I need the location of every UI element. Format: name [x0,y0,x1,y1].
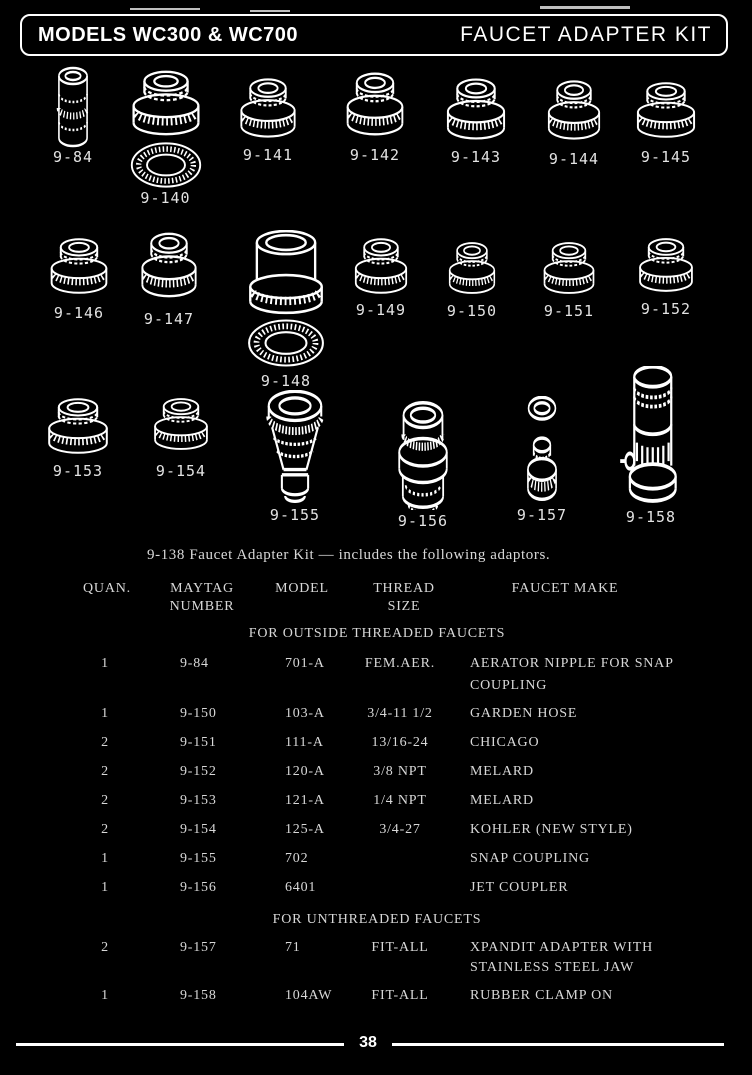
cell-thread: FEM.AER. [364,656,436,671]
part-9-156 [384,400,462,530]
cell-model: 111-A [285,735,324,750]
cell-maytag: 9-151 [180,735,217,750]
part-9-158-illustration [607,366,695,504]
part-9-141 [228,76,308,164]
col-header-thread-2: SIZE [387,599,421,614]
part-9-151-illustration [535,240,603,296]
col-header-make: FAUCET MAKE [511,581,619,596]
part-label: 9-154 [155,462,207,480]
col-header-thread-1: THREAD [373,581,435,596]
part-9-140-washer-illustration [128,141,204,189]
part-9-144 [536,78,612,168]
col-header-quan: QUAN. [83,581,131,596]
cell-maytag: 9-153 [180,793,217,808]
part-9-84 [28,66,118,166]
part-9-157-illustration [510,396,574,502]
col-header-model: MODEL [275,581,329,596]
page-title: FAUCET ADAPTER KIT [460,23,712,46]
cell-make-2: STAINLESS STEEL JAW [470,960,635,975]
part-9-157 [508,396,576,524]
cell-thread: 3/4-11 1/2 [367,706,433,721]
cell-maytag: 9-158 [180,988,217,1003]
part-9-140 [118,68,213,207]
part-9-148-washer-illustration [245,318,327,368]
cell-thread: 3/8 NPT [373,764,427,779]
part-label: 9-150 [446,302,498,320]
scan-artifact [540,6,630,9]
part-label: 9-147 [143,310,195,328]
cell-maytag: 9-154 [180,822,217,837]
part-label: 9-151 [543,302,595,320]
kit-caption: 9-138 Faucet Adapter Kit — includes the following adaptors. [147,547,551,563]
part-9-154 [142,396,220,480]
cell-quan: 2 [101,940,109,955]
cell-make-2: COUPLING [470,678,548,693]
part-9-149-illustration [346,236,416,296]
page-header [20,14,728,56]
cell-model: 701-A [285,656,325,671]
cell-quan: 1 [101,656,109,671]
cell-model: 702 [285,851,309,866]
part-label: 9-144 [548,150,600,168]
col-header-maytag-2: NUMBER [169,599,235,614]
cell-make: JET COUPLER [470,880,569,895]
cell-make: XPANDIT ADAPTER WITH [470,940,653,955]
part-label: 9-145 [640,148,692,166]
part-label: 9-158 [625,508,677,526]
cell-thread: FIT-ALL [371,940,429,955]
cell-maytag: 9-152 [180,764,217,779]
part-9-146 [38,236,120,322]
part-label: 9-153 [52,462,104,480]
cell-model: 120-A [285,764,325,779]
cell-make: AERATOR NIPPLE FOR SNAP [470,656,674,671]
part-9-148 [236,230,336,390]
cell-quan: 1 [101,880,109,895]
models-title: MODELS WC300 & WC700 [38,23,299,46]
part-9-150 [438,240,506,320]
cell-make: KOHLER (NEW STYLE) [470,822,633,837]
cell-quan: 2 [101,822,109,837]
cell-quan: 1 [101,706,109,721]
part-label: 9-146 [53,304,105,322]
cell-maytag: 9-157 [180,940,217,955]
cell-thread: FIT-ALL [371,988,429,1003]
cell-quan: 1 [101,851,109,866]
part-9-150-illustration [441,240,503,296]
part-9-158 [604,366,698,526]
part-9-84-illustration [41,66,105,148]
part-label: 9-148 [260,372,312,390]
footer-rule-right [392,1043,724,1046]
cell-maytag: 9-84 [180,656,209,671]
part-9-144-illustration [539,78,609,142]
part-9-148-illustration [239,230,333,316]
part-label: 9-143 [450,148,502,166]
part-9-149 [344,236,418,319]
part-9-142-illustration [337,70,413,138]
cell-make: MELARD [470,764,534,779]
part-9-147-illustration [132,230,206,300]
section-title-unthreaded: FOR UNTHREADED FAUCETS [272,912,482,927]
scan-artifact [250,10,290,12]
col-header-maytag-1: MAYTAG [170,581,234,596]
part-9-146-illustration [41,236,117,296]
cell-make: SNAP COUPLING [470,851,590,866]
part-label: 9-155 [269,506,321,524]
part-label: 9-152 [640,300,692,318]
part-9-153 [36,396,120,480]
cell-thread: 13/16-24 [371,735,429,750]
part-9-153-illustration [38,396,118,456]
scan-artifact [130,8,200,10]
part-9-151 [532,240,606,320]
cell-model: 125-A [285,822,325,837]
part-9-147 [128,230,210,328]
cell-make: MELARD [470,793,534,808]
cell-maytag: 9-150 [180,706,217,721]
cell-thread: 3/4-27 [379,822,421,837]
cell-model: 103-A [285,706,325,721]
cell-quan: 2 [101,735,109,750]
part-9-155-illustration [254,390,336,504]
part-9-152 [628,236,704,318]
part-9-154-illustration [145,396,217,452]
cell-quan: 1 [101,988,109,1003]
part-9-145 [624,80,708,166]
cell-quan: 2 [101,764,109,779]
cell-quan: 2 [101,793,109,808]
part-9-155 [252,390,338,524]
part-label: 9-140 [140,189,191,207]
cell-model: 121-A [285,793,325,808]
footer-rule-left [16,1043,344,1046]
cell-model: 71 [285,940,301,955]
part-9-143-illustration [437,76,515,142]
part-9-143 [434,76,518,166]
cell-thread: 1/4 NPT [373,793,427,808]
part-label: 9-141 [242,146,294,164]
cell-model: 104AW [285,988,333,1003]
part-9-156-illustration [387,400,459,510]
part-label: 9-156 [397,512,449,530]
part-label: 9-84 [52,148,94,166]
cell-make: CHICAGO [470,735,540,750]
cell-model: 6401 [285,880,317,895]
part-label: 9-142 [349,146,401,164]
part-9-152-illustration [630,236,702,294]
cell-maytag: 9-156 [180,880,217,895]
part-9-145-illustration [627,80,705,140]
page-number: 38 [359,1034,377,1051]
part-label: 9-149 [355,301,407,319]
part-9-142 [334,70,416,164]
cell-maytag: 9-155 [180,851,217,866]
section-title-outside-threaded: FOR OUTSIDE THREADED FAUCETS [248,626,506,641]
part-label: 9-157 [516,506,568,524]
cell-make: GARDEN HOSE [470,706,578,721]
cell-make: RUBBER CLAMP ON [470,988,613,1003]
part-9-141-illustration [231,76,305,140]
part-9-140-illustration [121,68,211,138]
